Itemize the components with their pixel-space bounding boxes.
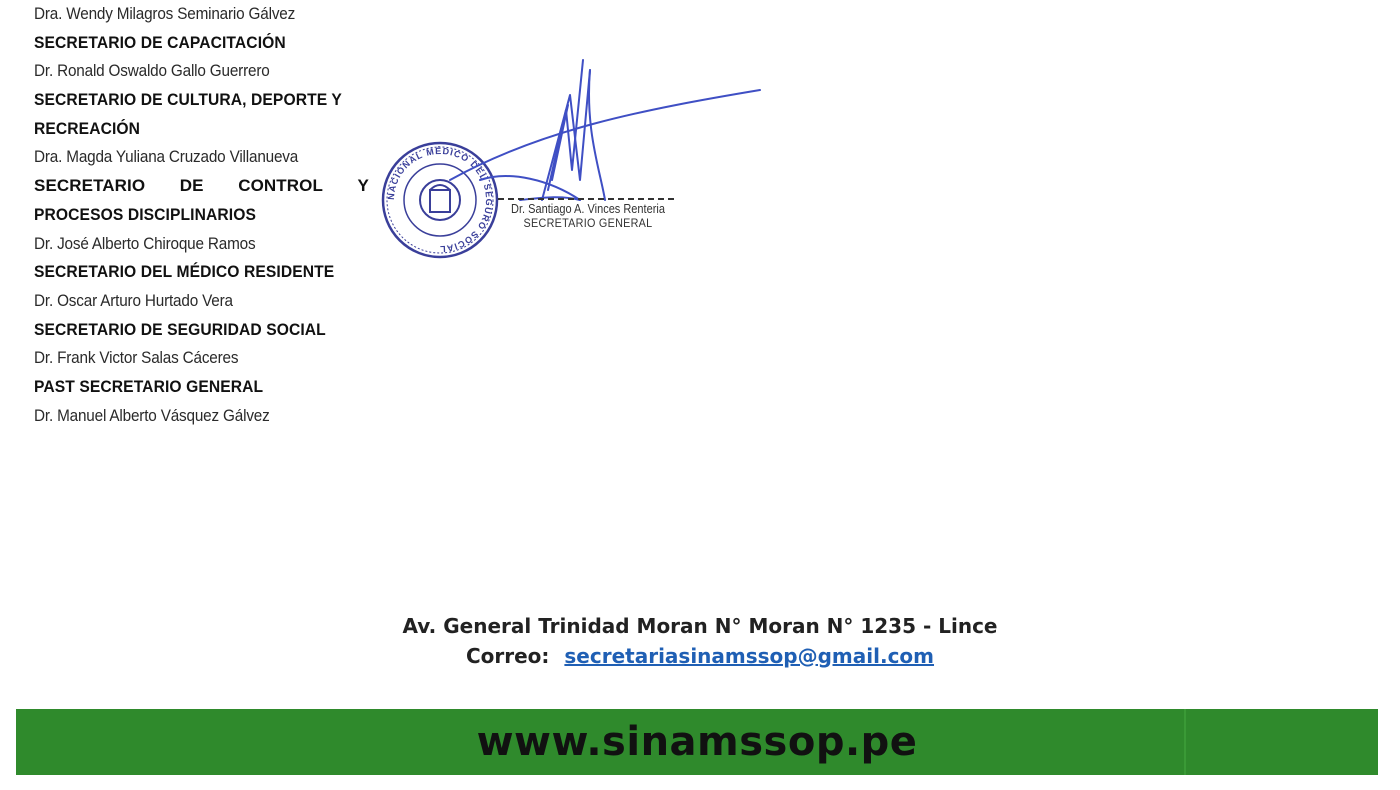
svg-text:NACIONAL MÉDICO DEL SEGURO SOC: NACIONAL MÉDICO DEL SEGURO SOCIAL xyxy=(385,145,495,255)
signature-block xyxy=(498,198,678,230)
role-title: SECRETARIO DE SEGURIDAD SOCIAL xyxy=(34,319,326,339)
signatory-title: SECRETARIO GENERAL xyxy=(523,216,653,230)
email-line xyxy=(0,644,1400,668)
role-title: SECRETARIO DE CULTURA, DEPORTE Y xyxy=(34,90,342,110)
member-name: Dr. José Alberto Chiroque Ramos xyxy=(34,233,256,253)
role-title-word: SECRETARIO xyxy=(34,176,146,196)
role-title: PAST SECRETARIO GENERAL xyxy=(34,376,264,396)
directory-roster xyxy=(34,0,379,430)
role-title-word: Y xyxy=(357,176,369,196)
contact-address xyxy=(0,614,1400,668)
role-title-word: DE xyxy=(179,176,204,196)
email-link[interactable]: secretariasinamssop@gmail.com xyxy=(564,644,935,668)
member-name: Dr. Frank Victor Salas Cáceres xyxy=(34,348,239,368)
member-name: Dr. Oscar Arturo Hurtado Vera xyxy=(34,290,233,310)
website-url[interactable]: www.sinamssop.pe xyxy=(476,719,918,765)
role-title: RECREACIÓN xyxy=(34,118,141,138)
signatory-name: Dr. Santiago A. Vinces Renteria xyxy=(511,202,665,216)
role-title: SECRETARIO DE CAPACITACIÓN xyxy=(34,32,286,52)
email-label: Correo: xyxy=(465,644,550,668)
street-address: Av. General Trinidad Moran N° Moran N° 1235 - Lince xyxy=(402,614,998,638)
member-name: Dr. Ronald Oswaldo Gallo Guerrero xyxy=(34,61,270,81)
member-name: Dr. Manuel Alberto Vásquez Gálvez xyxy=(34,405,270,425)
member-name: Dra. Magda Yuliana Cruzado Villanueva xyxy=(34,147,299,167)
website-banner xyxy=(16,709,1378,775)
role-title: SECRETARIO DEL MÉDICO RESIDENTE xyxy=(34,262,335,282)
role-title: PROCESOS DISCIPLINARIOS xyxy=(34,204,256,224)
signature-line xyxy=(498,198,674,200)
member-name: Dra. Wendy Milagros Seminario Gálvez xyxy=(34,4,296,23)
role-title-word: CONTROL xyxy=(238,176,323,196)
role-title xyxy=(34,172,379,201)
